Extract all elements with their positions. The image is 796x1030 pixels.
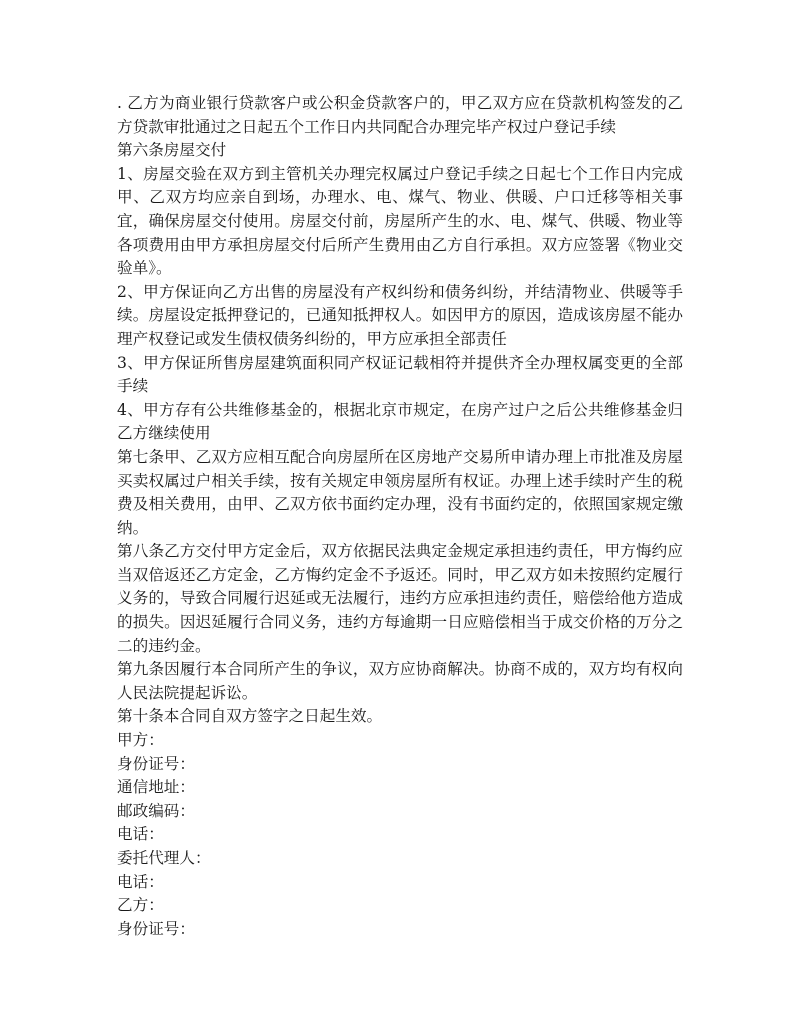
paragraph-article-9: 第九条因履行本合同所产生的争议，双方应协商解决。协商不成的，双方均有权向人民法院提起诉讼。 — [117, 660, 683, 702]
field-party-a-address: 通信地址： — [117, 778, 195, 797]
field-party-a-phone: 电话： — [117, 825, 164, 844]
paragraph-article-6-item-1: 1、房屋交验在双方到主管机关办理完权属过户登记手续之日起七个工作日内完成甲、乙双方均应亲自到场，办理水、电、煤气、物业、供暖、户口迁移等相关事宜，确保房屋交付使用。房屋交付前，房屋所产生的水、电、煤气、供暖、物业等各项费用由甲方承担房屋交付后所产生费用由乙方自行承担。双方应签署《物业交验单》。 — [117, 164, 683, 278]
paragraph-article-10: 第十条本合同自双方签字之日起生效。 — [117, 707, 383, 726]
paragraph-article-8: 第八条乙方交付甲方定金后，双方依据民法典定金规定承担违约责任，甲方悔约应当双倍返还乙方定金，乙方悔约定金不予返还。同时，甲乙双方如未按照约定履行义务的，导致合同履行迟延或无法履行，违约方应承担违约责任，赔偿给他方造成的损失。因迟延履行合同义务，违约方每逾期一日应赔偿相当于成交价格的万分之二的违约金。 — [117, 542, 683, 655]
field-party-b-id-number: 身份证号： — [117, 919, 195, 938]
paragraph-article-6-item-2: 2、甲方保证向乙方出售的房屋没有产权纠纷和债务纠纷，并结清物业、供暖等手续。房屋设定抵押登记的，已通知抵押权人。如因甲方的原因，造成该房屋不能办理产权登记或发生债权债务纠纷的，甲方应承担全部责任 — [117, 282, 683, 348]
field-agent: 委托代理人： — [117, 849, 211, 867]
paragraph-article-7: 第七条甲、乙双方应相互配合向房屋所在区房地产交易所申请办理上市批准及房屋买卖权属过户相关手续，按有关规定申领房屋所有权证。办理上述手续时产生的税费及相关费用，由甲、乙双方依书面约定办理，没有书面约定的，依照国家规定缴纳。 — [117, 447, 683, 537]
field-party-a-id-number: 身份证号： — [117, 754, 195, 773]
document-body — [117, 92, 683, 941]
heading-article-6: 第六条房屋交付 — [117, 141, 227, 160]
paragraph-article-6-item-3: 3、甲方保证所售房屋建筑面积同产权证记载相符并提供齐全办理权属变更的全部手续 — [117, 353, 683, 396]
field-party-a-postcode: 邮政编码： — [117, 801, 195, 820]
paragraph-article-6-item-4: 4、甲方存有公共维修基金的，根据北京市规定，在房产过户之后公共维修基金归乙方继续使用 — [117, 400, 683, 443]
field-party-b: 乙方： — [117, 896, 164, 915]
field-party-a: 甲方： — [117, 731, 164, 750]
field-agent-phone: 电话： — [117, 872, 164, 891]
paragraph-loan-clause: . 乙方为商业银行贷款客户或公积金贷款客户的，甲乙双方应在贷款机构签发的乙方贷款审批通过之日起五个工作日内共同配合办理完毕产权过户登记手续 — [117, 94, 683, 136]
